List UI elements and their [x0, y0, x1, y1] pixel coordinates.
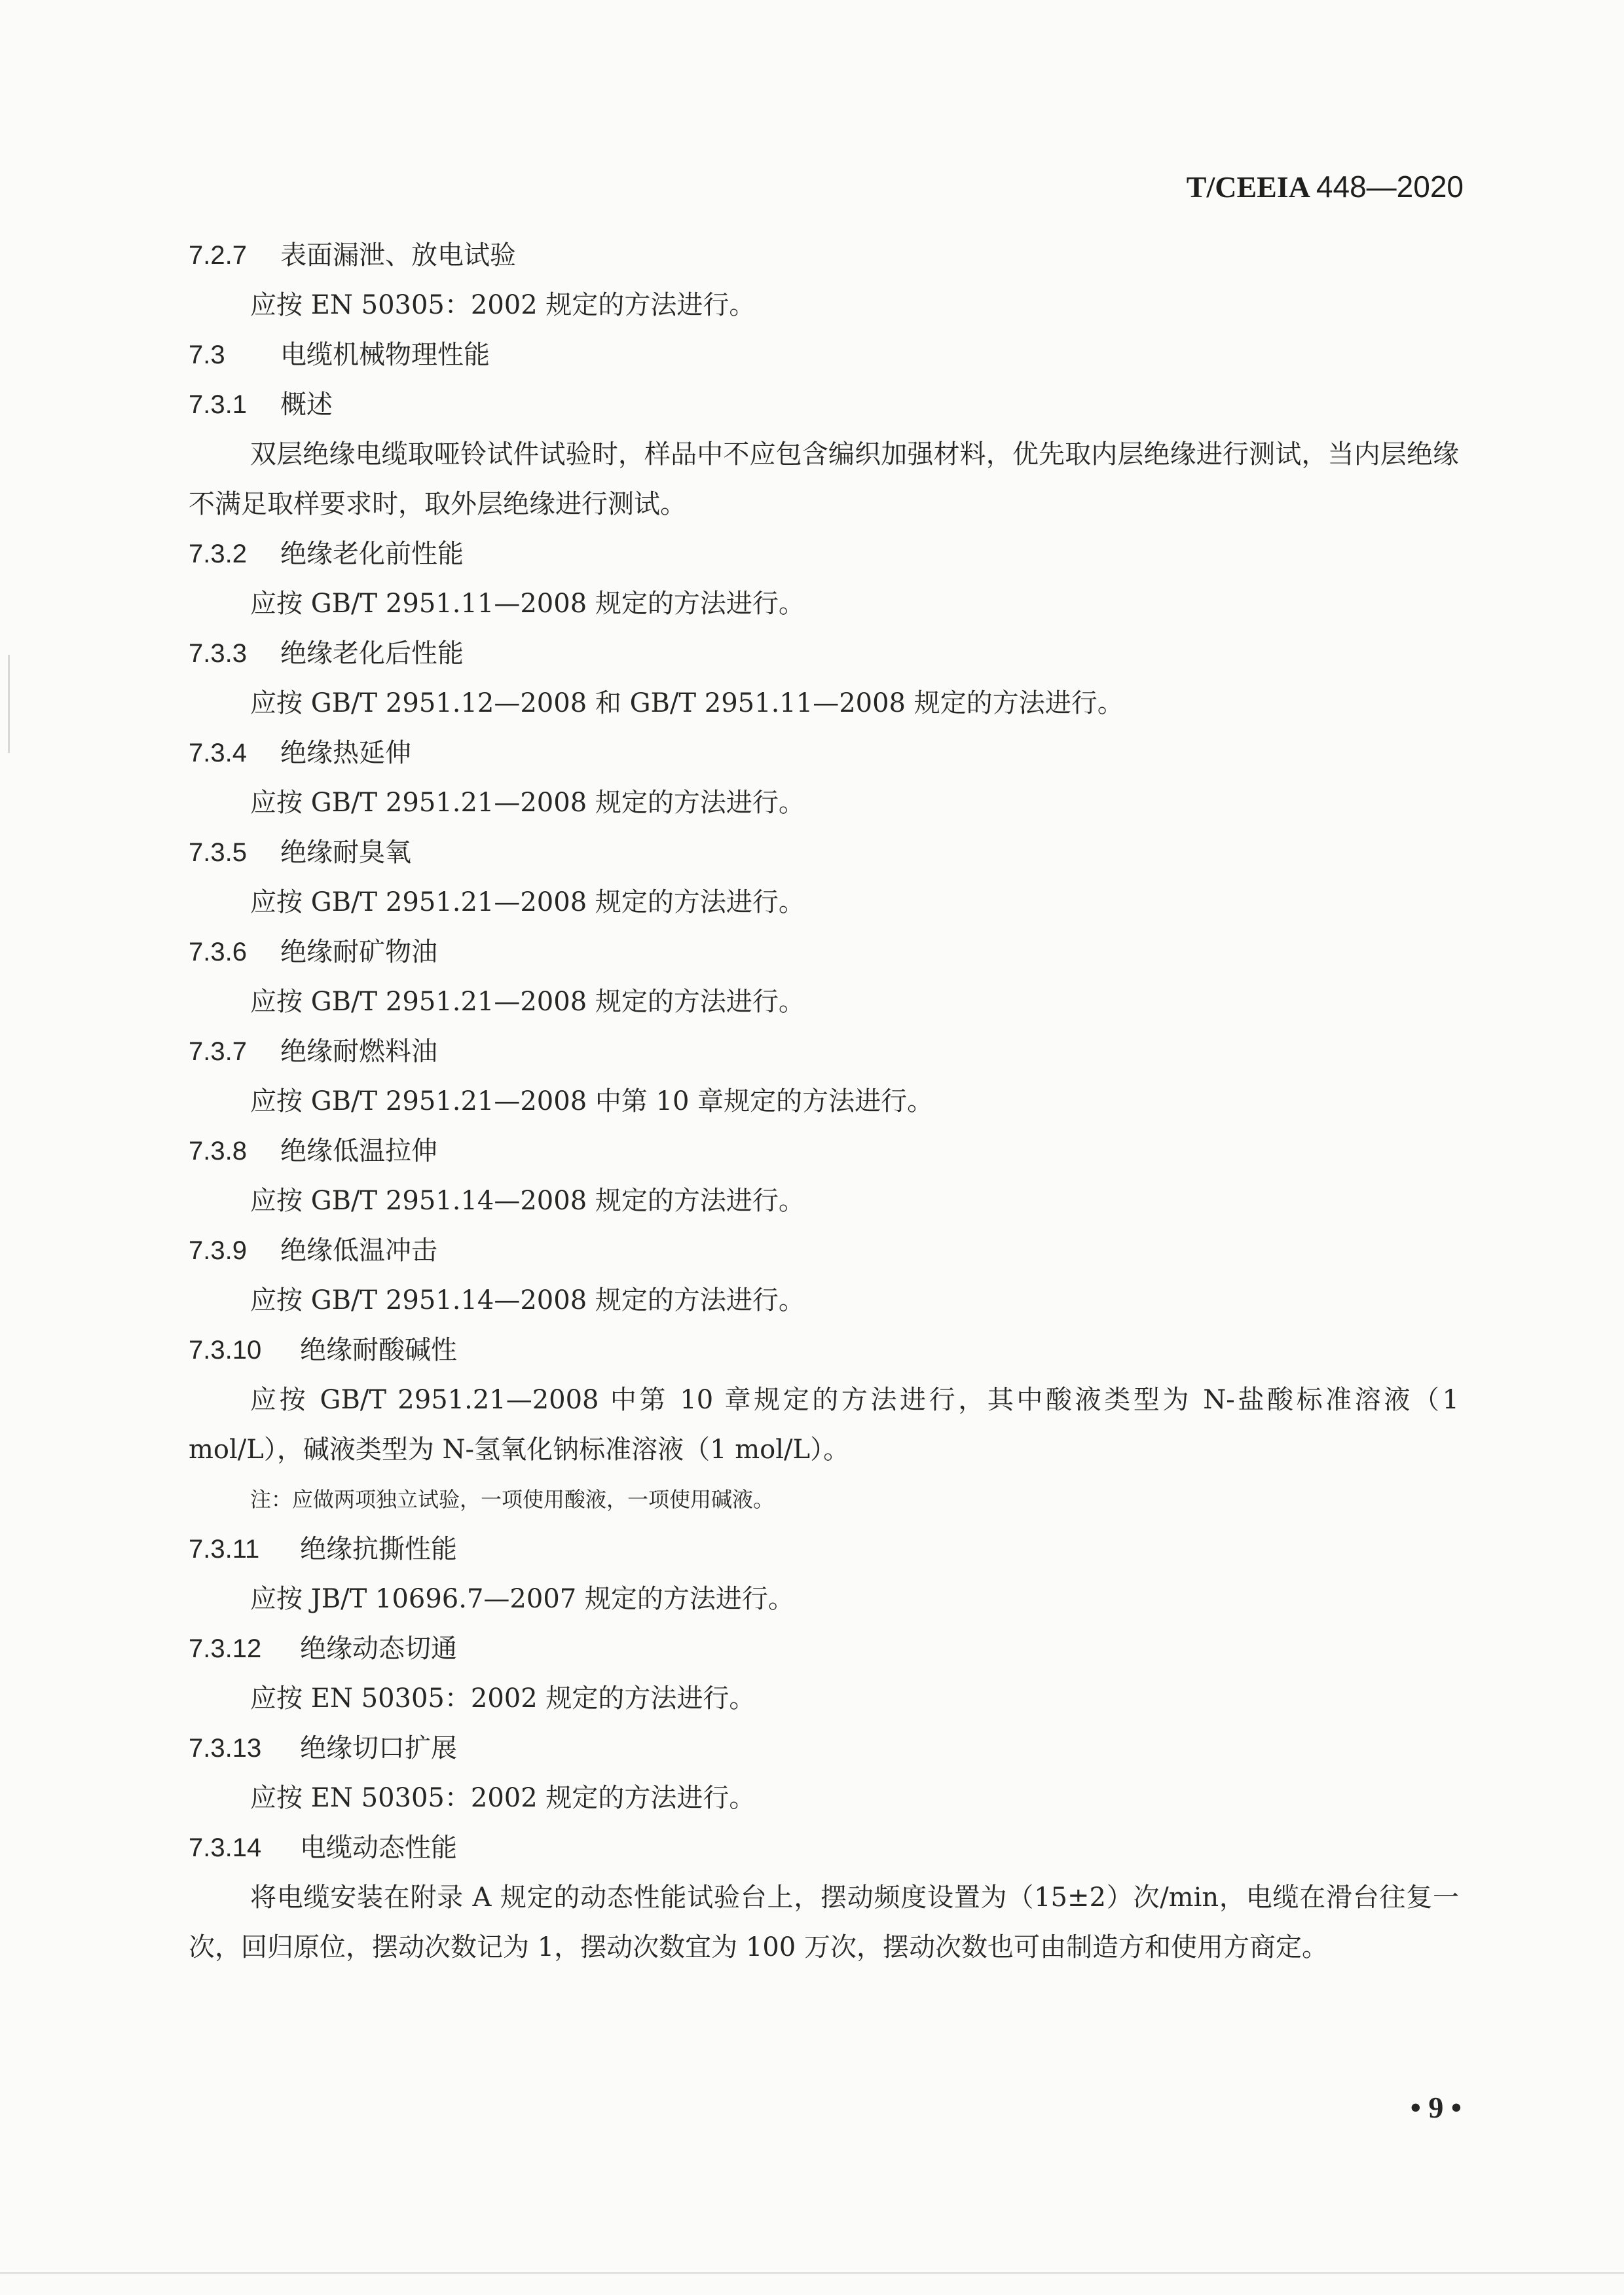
- section-heading: [189, 1624, 1459, 1674]
- section-heading: [189, 1823, 1459, 1873]
- paragraph: 应按 JB/T 10696.7—2007 规定的方法进行。: [250, 1584, 794, 1614]
- paragraph: 应按 EN 50305：2002 规定的方法进行。: [250, 1683, 756, 1714]
- section-number: 7.3.3: [189, 639, 247, 668]
- section-number: 7.2.7: [189, 241, 247, 270]
- section-heading: [189, 629, 1459, 678]
- paragraph: 应按 GB/T 2951.14—2008 规定的方法进行。: [250, 1285, 805, 1315]
- section-heading: [189, 330, 1459, 380]
- paragraph: 应按 GB/T 2951.21—2008 规定的方法进行。: [250, 987, 805, 1017]
- standard-prefix: T/CEEIA: [1186, 170, 1309, 204]
- section-heading: [189, 230, 1459, 280]
- section-heading: [189, 728, 1459, 778]
- section-number: 7.3: [189, 340, 225, 369]
- section-title: 绝缘耐矿物油: [280, 937, 437, 967]
- section-number: 7.3.8: [189, 1137, 247, 1166]
- section-title: 绝缘耐臭氧: [280, 837, 411, 868]
- paragraph: 双层绝缘电缆取哑铃试件试验时，样品中不应包含编织加强材料，优先取内层绝缘进行测试，当内层绝缘不满足取样要求时，取外层绝缘进行测试。: [189, 439, 1459, 519]
- standard-id: [1187, 169, 1464, 204]
- section-title: 绝缘热延伸: [280, 738, 411, 768]
- section-heading: [189, 1325, 1459, 1375]
- section-number: 7.3.10: [189, 1336, 262, 1365]
- section-number: 7.3.1: [189, 390, 247, 419]
- paragraph: 应按 GB/T 2951.21—2008 规定的方法进行。: [250, 788, 805, 818]
- section-heading: [189, 1524, 1459, 1574]
- paragraph: 将电缆安装在附录 A 规定的动态性能试验台上，摆动频度设置为（15±2）次/min，电缆在滑台往复一次，回归原位，摆动次数记为 1，摆动次数宜为 100 万次，摆动次数也可由制造方和使用方商定。: [189, 1882, 1459, 1962]
- section-heading: [189, 380, 1459, 430]
- section-number: 7.3.6: [189, 938, 247, 966]
- paragraph: 应按 GB/T 2951.12—2008 和 GB/T 2951.11—2008 规定的方法进行。: [250, 688, 1124, 718]
- document-body: [189, 230, 1459, 1972]
- scan-edge-mark: [8, 655, 10, 753]
- paragraph: 应按 GB/T 2951.11—2008 规定的方法进行。: [250, 589, 805, 619]
- section-title: 绝缘耐酸碱性: [300, 1335, 457, 1365]
- note: 注：应做两项独立试验，一项使用酸液，一项使用碱液。: [250, 1487, 775, 1512]
- section-title: 绝缘切口扩展: [300, 1733, 457, 1763]
- section-number: 7.3.11: [189, 1535, 260, 1564]
- scan-edge-mark: [0, 2272, 1624, 2274]
- section-title: 绝缘耐燃料油: [280, 1037, 437, 1067]
- section-title: 电缆机械物理性能: [280, 340, 490, 370]
- paragraph: 应按 EN 50305：2002 规定的方法进行。: [250, 290, 756, 320]
- paragraph: 应按 GB/T 2951.21—2008 中第 10 章规定的方法进行。: [250, 1086, 934, 1116]
- section-number: 7.3.7: [189, 1037, 247, 1066]
- section-heading: [189, 927, 1459, 977]
- section-heading: [189, 529, 1459, 579]
- section-title: 绝缘老化后性能: [280, 638, 464, 669]
- section-heading: [189, 1226, 1459, 1276]
- paragraph: 应按 GB/T 2951.21—2008 规定的方法进行。: [250, 887, 805, 917]
- section-title: 绝缘低温冲击: [280, 1236, 437, 1266]
- section-heading: [189, 1027, 1459, 1076]
- section-number: 7.3.14: [189, 1833, 262, 1862]
- section-number: 7.3.4: [189, 739, 247, 767]
- section-title: 绝缘动态切通: [300, 1634, 457, 1664]
- section-number: 7.3.2: [189, 540, 247, 568]
- section-heading: [189, 1126, 1459, 1176]
- section-number: 7.3.5: [189, 838, 247, 867]
- section-title: 绝缘老化前性能: [280, 539, 464, 569]
- section-title: 绝缘抗撕性能: [300, 1534, 457, 1564]
- section-title: 表面漏泄、放电试验: [280, 240, 516, 270]
- section-heading: [189, 828, 1459, 877]
- standard-number: 448—2020: [1316, 170, 1464, 204]
- section-title: 概述: [280, 390, 333, 420]
- section-title: 电缆动态性能: [300, 1833, 457, 1863]
- paragraph: 应按 GB/T 2951.14—2008 规定的方法进行。: [250, 1186, 805, 1216]
- section-number: 7.3.9: [189, 1236, 247, 1265]
- paragraph: 应按 GB/T 2951.21—2008 中第 10 章规定的方法进行，其中酸液类型为 N-盐酸标准溶液（1 mol/L），碱液类型为 N-氢氧化钠标准溶液（1 mol/L）。: [189, 1385, 1459, 1465]
- section-heading: [189, 1723, 1459, 1773]
- section-number: 7.3.12: [189, 1634, 262, 1663]
- paragraph: 应按 EN 50305：2002 规定的方法进行。: [250, 1783, 756, 1813]
- section-number: 7.3.13: [189, 1734, 262, 1763]
- section-title: 绝缘低温拉伸: [280, 1136, 437, 1166]
- page-number: • 9 •: [1410, 2091, 1462, 2124]
